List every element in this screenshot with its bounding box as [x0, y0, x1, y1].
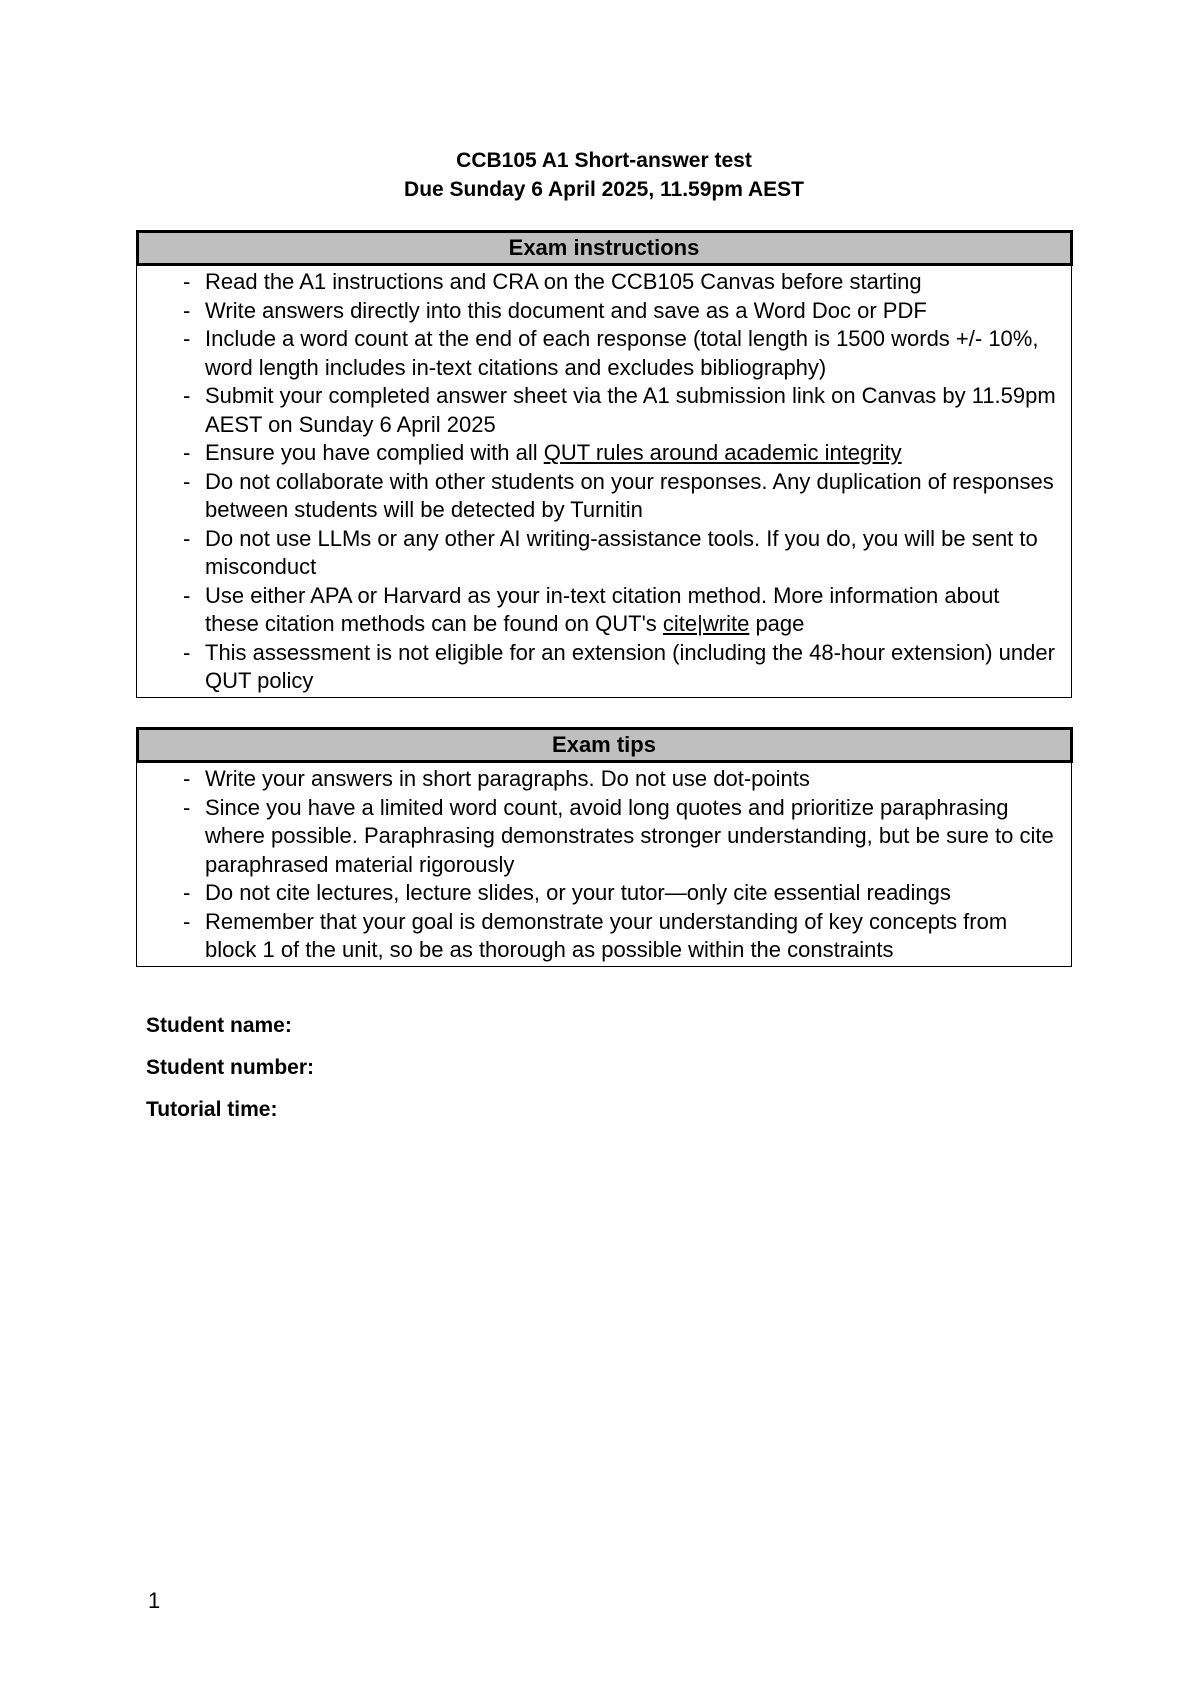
list-item-text: Ensure you have complied with all: [205, 440, 544, 465]
bullet-dash: -: [183, 326, 191, 351]
list-item-text: Since you have a limited word count, avoid long quotes and prioritize paraphrasing where possible. Paraphrasing demonstrates stronger understanding, but be sure to cite paraphrased material rigorously: [205, 794, 1054, 877]
list-item: [137, 297, 1071, 326]
list-item: [137, 468, 1071, 525]
list-item: [137, 765, 1071, 794]
bullet-dash: -: [183, 468, 191, 494]
bullet-dash: -: [183, 639, 191, 665]
list-item: [137, 639, 1071, 696]
bullet-dash: -: [183, 794, 191, 820]
student-name-label: Student name:: [146, 1014, 292, 1037]
list-item-text: Remember that your goal is demonstrate your understanding of key concepts from block 1 of the unit, so be as thorough as possible within the constraints: [205, 908, 1008, 962]
cite-write-link[interactable]: cite|write: [662, 611, 750, 636]
tutorial-time-label: Tutorial time:: [146, 1098, 278, 1121]
academic-integrity-link[interactable]: QUT rules around academic integrity: [543, 440, 902, 465]
exam-instructions-list: [137, 266, 1071, 696]
bullet-dash: -: [183, 908, 191, 934]
document-title: CCB105 A1 Short-answer test: [456, 149, 752, 172]
bullet-dash: -: [183, 582, 191, 608]
exam-tips-box: [136, 727, 1072, 967]
list-item-text: This assessment is not eligible for an extension (including the 48-hour extension) under QUT policy: [205, 639, 1055, 693]
bullet-dash: -: [183, 525, 191, 551]
list-item: [137, 525, 1071, 582]
list-item-text: Read the A1 instructions and CRA on the CCB105 Canvas before starting: [205, 269, 922, 294]
page-number: 1: [148, 1588, 161, 1613]
list-item: [137, 439, 1071, 468]
list-item-text: Use either APA or Harvard as your in-text citation method. More information about these citation methods can be found on QUT's: [205, 582, 1000, 636]
bullet-dash: -: [183, 383, 191, 408]
bullet-dash: -: [183, 440, 191, 465]
list-item-text: Do not use LLMs or any other AI writing-assistance tools. If you do, you will be sent to misconduct: [205, 525, 1038, 579]
exam-instructions-box: [136, 230, 1072, 698]
list-item: [137, 582, 1071, 639]
list-item: [137, 908, 1071, 965]
list-item: [137, 268, 1071, 297]
bullet-dash: -: [183, 766, 191, 791]
exam-instructions-header: Exam instructions: [136, 230, 1073, 266]
bullet-dash: -: [183, 269, 191, 294]
due-date-line: Due Sunday 6 April 2025, 11.59pm AEST: [404, 178, 804, 201]
list-item-text: Include a word count at the end of each response (total length is 1500 words +/- 10%, word length includes in-text citations and excludes bibliography): [205, 326, 1039, 380]
list-item-text: Do not collaborate with other students on your responses. Any duplication of responses between students will be detected by Turnitin: [205, 468, 1054, 522]
list-item-text: Submit your completed answer sheet via the A1 submission link on Canvas by 11.59pm AEST on Sunday 6 April 2025: [205, 383, 1056, 437]
bullet-dash: -: [183, 880, 191, 905]
list-item: [137, 325, 1071, 382]
exam-tips-list: [137, 763, 1071, 965]
bullet-dash: -: [183, 297, 191, 323]
list-item-text: Write answers directly into this document and save as a Word Doc or PDF: [205, 297, 927, 323]
list-item: [137, 794, 1071, 880]
list-item-text: Write your answers in short paragraphs. Do not use dot-points: [205, 766, 810, 791]
list-item-text: Do not cite lectures, lecture slides, or your tutor—only cite essential readings: [205, 880, 951, 905]
list-item: [137, 879, 1071, 908]
list-item-text: page: [749, 611, 805, 636]
list-item: [137, 382, 1071, 439]
student-number-label: Student number:: [146, 1056, 314, 1079]
exam-tips-header: Exam tips: [136, 727, 1073, 763]
